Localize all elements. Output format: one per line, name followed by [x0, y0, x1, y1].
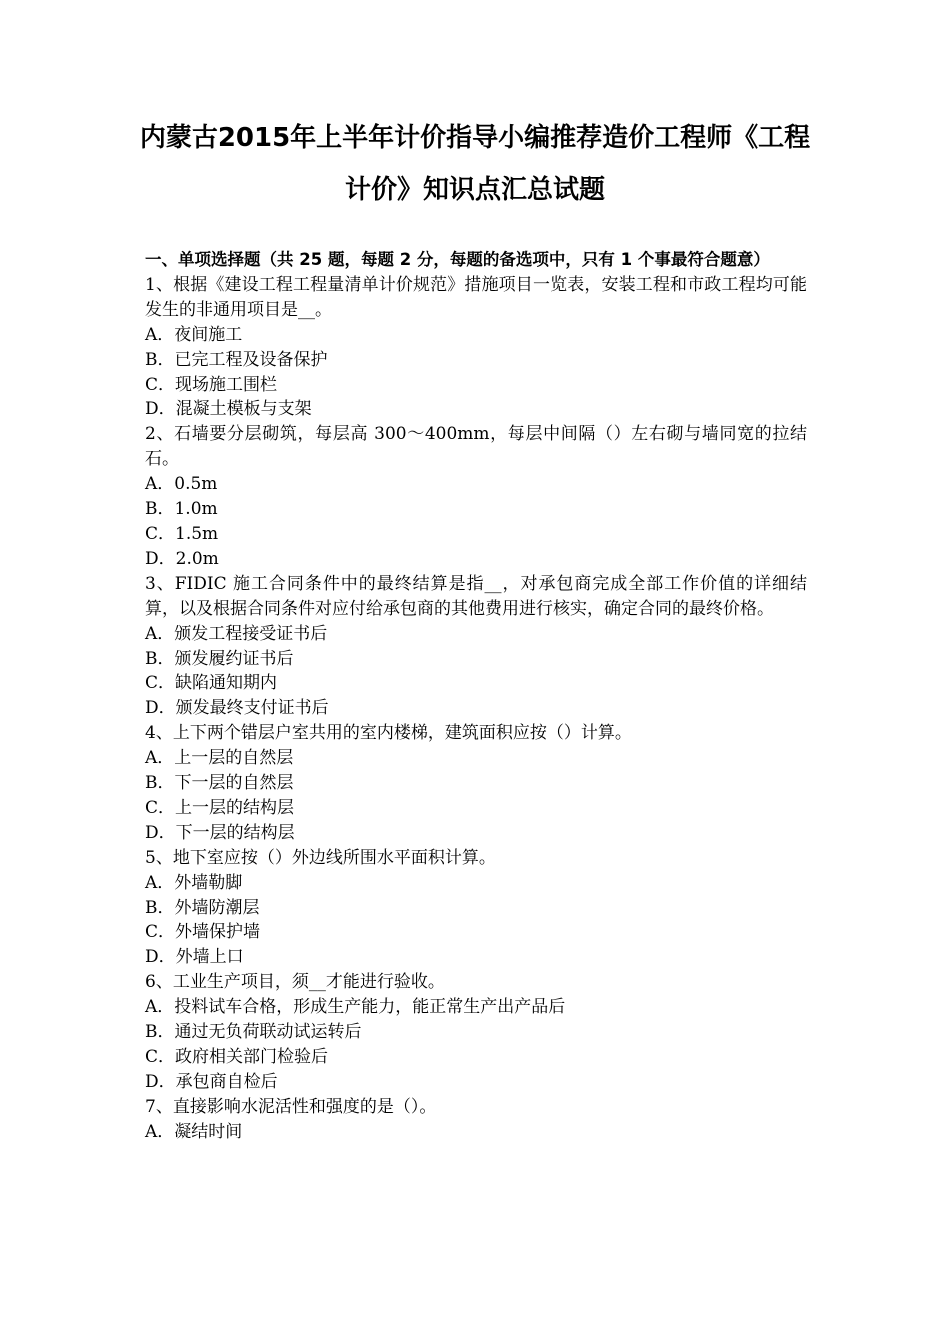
option-d: D．下一层的结构层 [145, 822, 295, 843]
option-d: D．混凝土模板与支架 [145, 399, 312, 420]
option-a: A．投料试车合格，形成生产能力，能正常生产出产品后 [145, 997, 566, 1018]
option-c: C．外墙保护墙 [145, 922, 261, 943]
title-line-1: 内蒙古2015年上半年计价指导小编推荐造价工程师《工程 [139, 123, 811, 153]
question-stem: 1、根据《建设工程工程量清单计价规范》措施项目一览表，安装工程和市政工程均可能发生的非通用项目是__。 [145, 274, 807, 320]
option-b: B．外墙防潮层 [145, 897, 260, 918]
option-a: A．上一层的自然层 [145, 748, 294, 769]
option-b: B．通过无负荷联动试运转后 [145, 1022, 362, 1043]
question-stem: 6、工业生产项目，须__才能进行验收。 [145, 972, 445, 993]
option-a: A．夜间施工 [145, 324, 243, 345]
title-line-2: 计价》知识点汇总试题 [344, 175, 605, 205]
option-d: D．承包商自检后 [145, 1071, 278, 1092]
option-b: B．1.0m [145, 499, 218, 520]
option-d: D．2.0m [145, 548, 219, 569]
question-6 [145, 970, 807, 1095]
option-c: C．政府相关部门检验后 [145, 1047, 329, 1067]
option-c: C．上一层的结构层 [145, 797, 295, 818]
question-1 [145, 273, 807, 422]
option-c: C．1.5m [145, 523, 219, 544]
option-a: A．外墙勒脚 [145, 872, 243, 893]
option-d: D．外墙上口 [145, 947, 244, 968]
question-stem: 4、上下两个错层户室共用的室内楼梯，建筑面积应按（）计算。 [145, 723, 632, 744]
question-stem: 2、石墙要分层砌筑，每层高 300～400mm，每层中间隔（）左右砌与墙同宽的拉结石。 [145, 424, 807, 470]
option-b: B．颁发履约证书后 [145, 648, 294, 669]
question-7 [145, 1095, 807, 1145]
question-stem: 5、地下室应按（）外边线所围水平面积计算。 [145, 847, 496, 868]
option-d: D．颁发最终支付证书后 [145, 698, 329, 719]
option-c: C．缺陷通知期内 [145, 673, 278, 694]
option-b: B．已完工程及设备保护 [145, 349, 328, 370]
question-stem: 3、FIDIC 施工合同条件中的最终结算是指__，对承包商完成全部工作价值的详细结算，以及根据合同条件对应付给承包商的其他费用进行核实，确定合同的最终价格。 [145, 573, 807, 619]
section-heading: 一、单项选择题（共 25 题，每题 2 分，每题的备选项中，只有 1 个事最符合题意） [145, 250, 770, 269]
option-c: C．现场施工围栏 [145, 374, 278, 395]
question-3 [145, 572, 807, 721]
option-a: A．0.5m [145, 474, 218, 495]
option-a: A．颁发工程接受证书后 [145, 623, 328, 644]
question-2 [145, 422, 807, 571]
document-body [145, 248, 807, 1145]
question-stem: 7、直接影响水泥活性和强度的是（）。 [145, 1096, 437, 1117]
option-a: A．凝结时间 [145, 1121, 243, 1142]
question-4 [145, 721, 807, 846]
question-5 [145, 846, 807, 971]
option-b: B．下一层的自然层 [145, 773, 294, 794]
document-title [130, 112, 820, 216]
